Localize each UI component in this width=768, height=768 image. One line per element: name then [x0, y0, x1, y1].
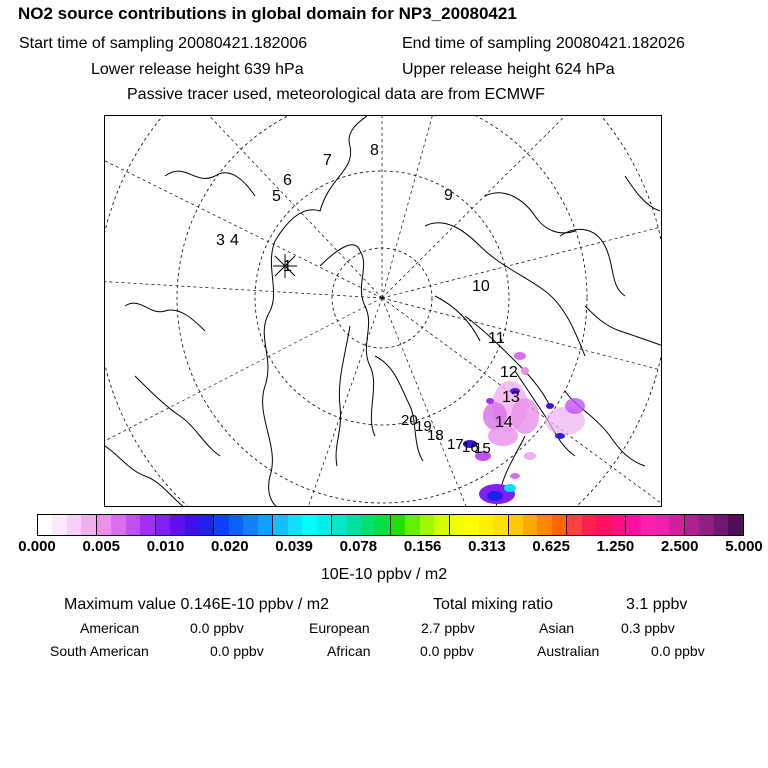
colorbar-segment: [347, 515, 361, 535]
start-time: Start time of sampling 20080421.182006: [19, 35, 308, 52]
lower-release-height: Lower release height 639 hPa: [91, 61, 304, 78]
colorbar-segment: [450, 515, 464, 535]
upper-release-height: Upper release height 624 hPa: [402, 61, 615, 78]
colorbar-tick-label: 0.010: [146, 538, 185, 555]
colorbar-tick-label: 1.250: [596, 538, 635, 555]
trajectory-label: 1: [283, 258, 292, 275]
colorbar-segment: [685, 515, 699, 535]
trajectory-label: 19: [415, 418, 432, 435]
colorbar-segment: [38, 515, 52, 535]
colorbar-tick-label: 0.005: [82, 538, 121, 555]
region-name-american: American: [80, 620, 140, 636]
colorbar-unit: 10E-10 ppbv / m2: [320, 566, 448, 583]
colorbar-tick-label: 0.000: [18, 538, 56, 555]
colorbar-segment: [641, 515, 655, 535]
trajectory-label: 12: [500, 364, 518, 381]
trajectory-label: 20: [401, 412, 418, 429]
colorbar-segment: [405, 515, 419, 535]
colorbar-segment: [509, 515, 523, 535]
trajectory-label: 16: [462, 439, 479, 456]
colorbar-segment: [611, 515, 626, 535]
colorbar-segment: [523, 515, 537, 535]
colorbar-segment: [552, 515, 567, 535]
colorbar-segment: [199, 515, 214, 535]
region-value-south-american: 0.0 ppbv: [210, 643, 264, 659]
latitude-circles: [105, 116, 662, 507]
colorbar-segment: [493, 515, 508, 535]
end-time: End time of sampling 20080421.182026: [402, 35, 685, 52]
total-mixing-ratio-label: Total mixing ratio: [433, 596, 554, 613]
colorbar: [37, 514, 744, 536]
colorbar-tick-label: 0.078: [339, 538, 378, 555]
trajectory-label: 6: [283, 172, 292, 189]
colorbar-segment: [714, 515, 728, 535]
total-mixing-ratio-value: 3.1 ppbv: [626, 596, 688, 613]
trajectory-label: 11: [488, 330, 505, 347]
page-title: NO2 source contributions in global domain for NP3_20080421: [18, 4, 517, 23]
no2-plume: [463, 352, 585, 504]
region-value-asian: 0.3 ppbv: [621, 620, 675, 636]
trajectory-label: 17: [447, 436, 464, 453]
trajectory-label: 15: [474, 440, 491, 457]
trajectory-label: 4: [230, 232, 239, 249]
colorbar-segment: [52, 515, 66, 535]
tracer-note: Passive tracer used, meteorological data are from ECMWF: [127, 86, 545, 103]
region-name-european: European: [309, 620, 370, 636]
colorbar-segment: [537, 515, 551, 535]
colorbar-segment: [434, 515, 449, 535]
trajectory-label: 7: [323, 152, 332, 169]
trajectory-label: 5: [272, 188, 281, 205]
colorbar-segment: [243, 515, 257, 535]
trajectory-label: 8: [370, 142, 379, 159]
colorbar-tick-label: 0.039: [275, 538, 313, 555]
region-value-european: 2.7 ppbv: [421, 620, 475, 636]
colorbar-segment: [728, 515, 742, 535]
region-value-australian: 0.0 ppbv: [651, 643, 705, 659]
region-name-african: African: [327, 643, 371, 659]
trajectory-label: 14: [495, 414, 513, 431]
colorbar-segment: [479, 515, 493, 535]
colorbar-segment: [332, 515, 346, 535]
colorbar-segment: [288, 515, 302, 535]
colorbar-segment: [391, 515, 405, 535]
trajectory-label: 10: [472, 278, 490, 295]
colorbar-segment: [375, 515, 390, 535]
colorbar-segment: [111, 515, 125, 535]
region-name-australian: Australian: [537, 643, 600, 659]
colorbar-segment: [214, 515, 228, 535]
colorbar-segment: [582, 515, 596, 535]
region-value-american: 0.0 ppbv: [190, 620, 244, 636]
meridians: [105, 116, 662, 507]
polar-map: [104, 115, 662, 507]
maximum-value: Maximum value 0.146E-10 ppbv / m2: [64, 596, 330, 613]
colorbar-tick-label: 0.625: [532, 538, 570, 555]
colorbar-segment: [258, 515, 273, 535]
colorbar-segment: [126, 515, 140, 535]
colorbar-segment: [170, 515, 184, 535]
colorbar-tick-label: 0.313: [468, 538, 506, 555]
colorbar-segment: [420, 515, 434, 535]
colorbar-segment: [699, 515, 713, 535]
colorbar-segment: [97, 515, 111, 535]
region-value-african: 0.0 ppbv: [420, 643, 474, 659]
colorbar-segment: [361, 515, 375, 535]
colorbar-segment: [81, 515, 96, 535]
colorbar-segment: [273, 515, 287, 535]
colorbar-segment: [302, 515, 316, 535]
colorbar-tick-label: 0.020: [211, 538, 249, 555]
trajectory-label: 9: [444, 187, 453, 204]
colorbar-segment: [567, 515, 581, 535]
colorbar-segment: [156, 515, 170, 535]
colorbar-segment: [140, 515, 155, 535]
trajectory-label: 18: [427, 427, 444, 444]
colorbar-tick-label: 5.000: [725, 538, 763, 555]
coastlines: [105, 116, 662, 507]
colorbar-segment: [185, 515, 199, 535]
map-canvas: [105, 116, 662, 507]
colorbar-segment: [655, 515, 669, 535]
colorbar-tick-label: 0.156: [403, 538, 442, 555]
colorbar-segment: [596, 515, 610, 535]
colorbar-segment: [464, 515, 478, 535]
colorbar-segment: [67, 515, 81, 535]
colorbar-segment: [317, 515, 332, 535]
colorbar-segment: [626, 515, 640, 535]
region-name-south-american: South American: [50, 643, 149, 659]
region-name-asian: Asian: [539, 620, 575, 636]
colorbar-segment: [229, 515, 243, 535]
colorbar-segment: [669, 515, 684, 535]
trajectory-label: 3: [216, 232, 225, 249]
trajectory-label: 13: [502, 389, 520, 406]
colorbar-tick-label: 2.500: [660, 538, 699, 555]
